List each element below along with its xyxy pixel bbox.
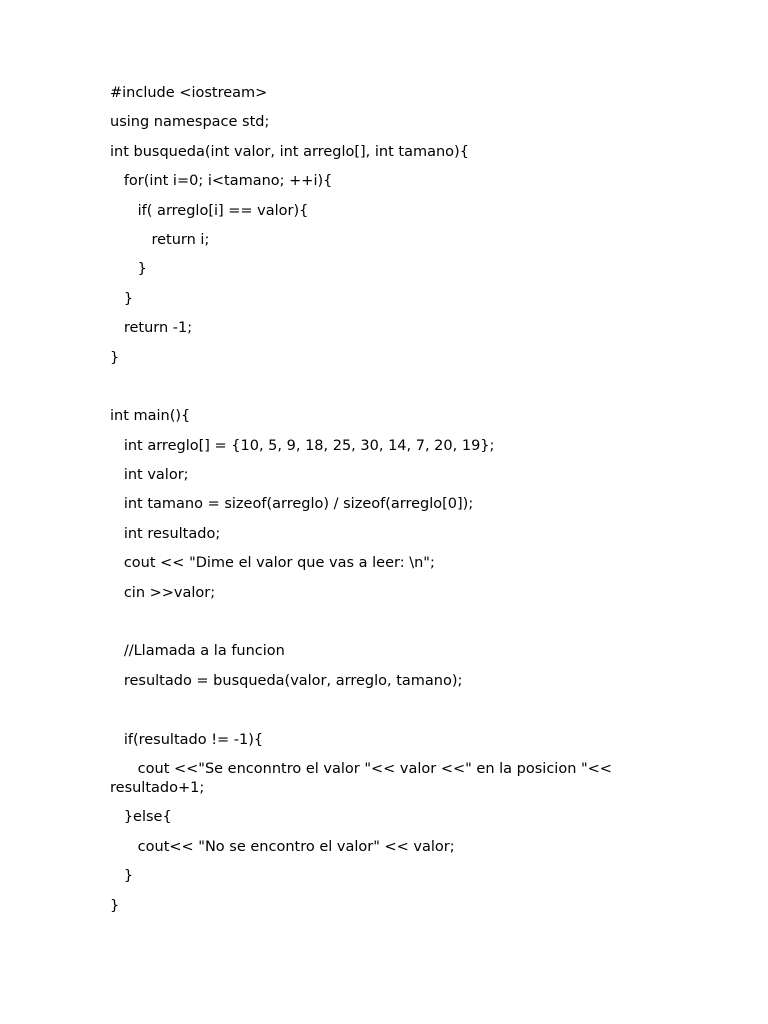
code-line: if(resultado != -1){ xyxy=(110,731,264,748)
code-line: } xyxy=(110,349,120,366)
code-listing xyxy=(110,84,670,926)
code-line: int main(){ xyxy=(110,408,191,425)
code-line: if( arreglo[i] == valor){ xyxy=(110,202,309,219)
code-line: int resultado; xyxy=(110,525,221,542)
code-line: #include <iostream> xyxy=(110,85,268,101)
blank-line xyxy=(110,701,670,730)
code-line: int tamano = sizeof(arreglo) / sizeof(arreglo[0]); xyxy=(110,496,474,513)
blank-line xyxy=(110,613,670,642)
code-line: } xyxy=(110,897,120,914)
code-line: return i; xyxy=(110,231,210,248)
code-line: int arreglo[] = {10, 5, 9, 18, 25, 30, 14, 7, 20, 19}; xyxy=(110,437,495,454)
code-comment-line: //Llamada a la funcion xyxy=(110,643,285,660)
code-line: resultado = busqueda(valor, arreglo, tamano); xyxy=(110,672,463,689)
code-line: cin >>valor; xyxy=(110,584,216,601)
code-line: }else{ xyxy=(110,809,172,826)
code-line: } xyxy=(110,868,134,885)
code-line: cout << "Dime el valor que vas a leer: \n"; xyxy=(110,555,435,572)
blank-line xyxy=(110,378,670,407)
code-line: } xyxy=(110,261,147,278)
code-line: } xyxy=(110,290,134,307)
code-line: int valor; xyxy=(110,467,189,484)
code-line: using namespace std; xyxy=(110,114,270,131)
code-line: return -1; xyxy=(110,320,193,337)
code-line: for(int i=0; i<tamano; ++i){ xyxy=(110,173,333,190)
code-line: cout <<"Se enconntro el valor "<< valor <<" en la posicion "<< resultado+1; xyxy=(110,760,617,796)
code-line: cout<< "No se encontro el valor" << valor; xyxy=(110,838,455,855)
code-line: int busqueda(int valor, int arreglo[], int tamano){ xyxy=(110,143,469,160)
